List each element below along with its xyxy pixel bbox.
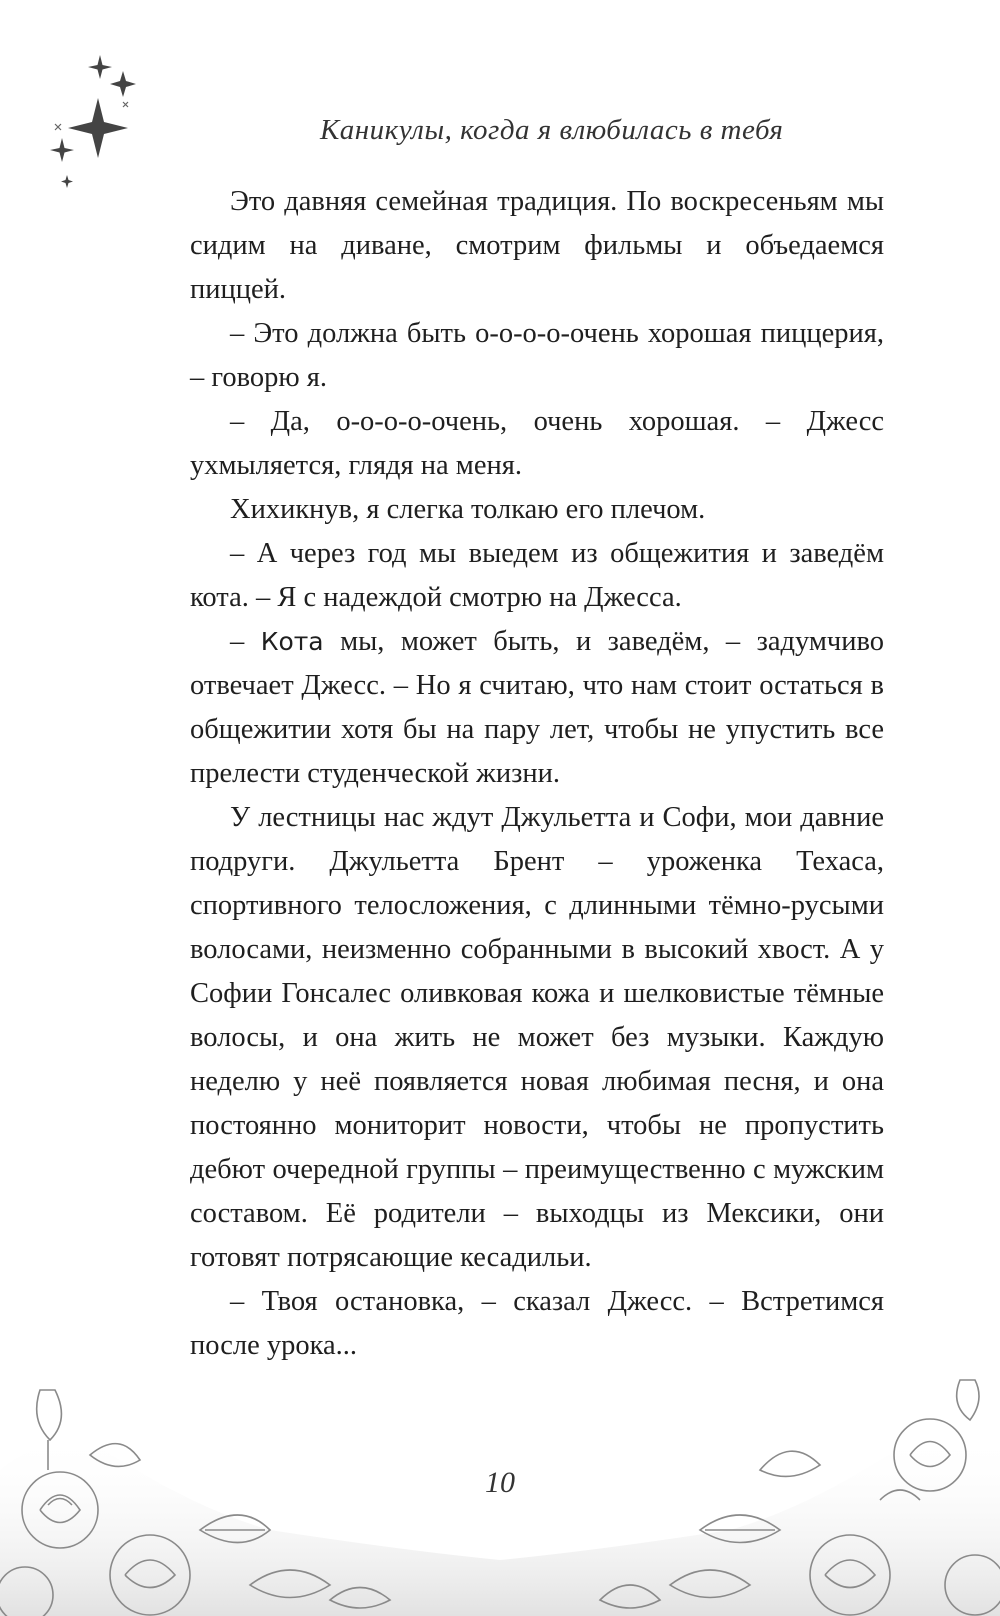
paragraph: – Это должна быть о-о-о-о-очень хорошая пиццерия, – говорю я. — [190, 318, 884, 393]
floral-border-icon — [0, 1360, 1000, 1616]
paragraph: Хихикнув, я слегка толкаю его плечом. — [230, 494, 706, 525]
paragraph-prefix: – — [230, 626, 261, 657]
body-text — [190, 180, 884, 1368]
paragraph: – Твоя остановка, – сказал Джесс. – Встретимся после урока... — [190, 1286, 884, 1361]
paragraph — [190, 620, 884, 796]
sparkles-icon — [40, 40, 160, 210]
paragraph: – А через год мы выедем из общежития и заведём кота. – Я с надеждой смотрю на Джесса. — [190, 538, 884, 613]
paragraph: Это давняя семейная традиция. По воскресеньям мы сидим на диване, смотрим фильмы и объедаемся пиццей. — [190, 186, 884, 305]
emphasized-word: Кота — [260, 627, 324, 656]
paragraph-rest: мы, может быть, и заведём, – задумчиво отвечает Джесс. – Но я считаю, что нам стоит остаться в общежитии хотя бы на пару лет, чтобы не упустить все прелести студенческой жизни. — [190, 626, 885, 789]
paragraph: – Да, о-о-о-о-очень, очень хорошая. – Джесс ухмыляется, глядя на меня. — [190, 406, 884, 481]
paragraph: У лестницы нас ждут Джульетта и Софи, мои давние подруги. Джульетта Брент – уроженка Техаса, спортивного телосложения, с длинными тёмно-русыми волосами, неизменно собранными в высокий хвост. А у Софии Гонсалес оливковая кожа и шелковистые тёмные волосы, и она жить не может без музыки. Каждую неделю у неё появляется новая любимая песня, и она постоянно мониторит новости, чтобы не пропустить дебют очередной группы – преимущественно с мужским составом. Её родители – выходцы из Мексики, они готовят потрясающие кесадильи. — [190, 802, 884, 1273]
page-number: 10 — [485, 1466, 515, 1499]
running-header: Каникулы, когда я влюбилась в тебя — [320, 114, 784, 146]
